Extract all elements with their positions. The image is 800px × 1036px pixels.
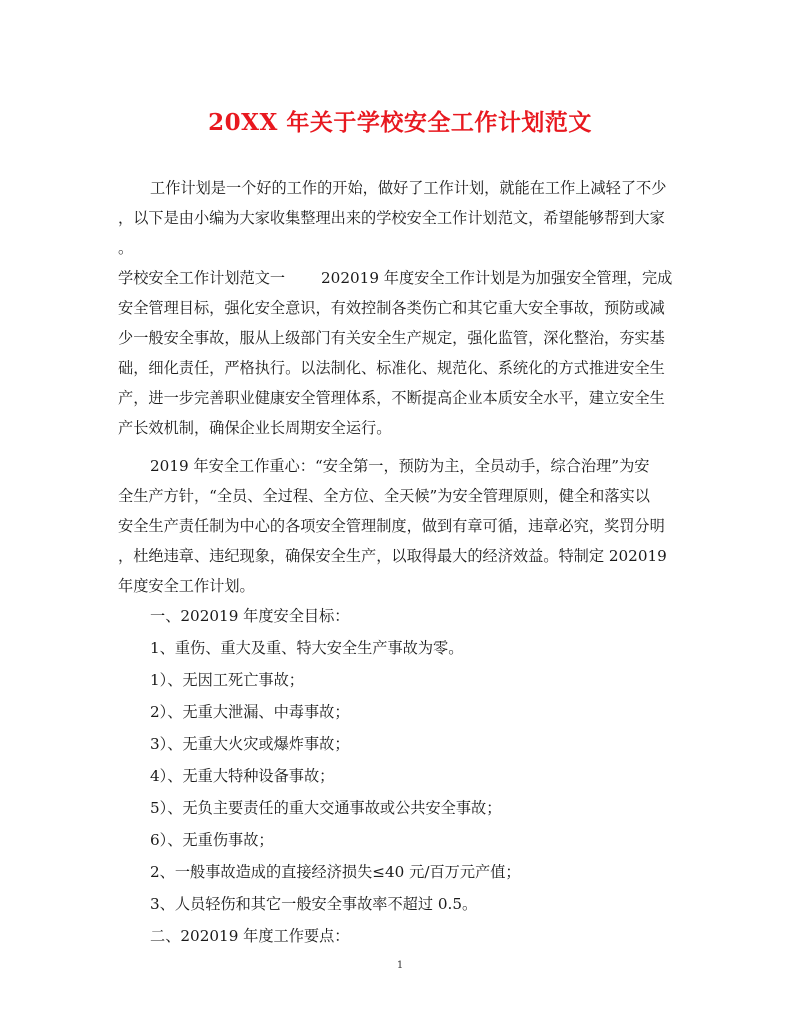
paragraph-line: 产，进一步完善职业健康安全管理体系，不断提高企业本质安全水平，建立安全生 (118, 389, 665, 407)
list-item: 2）、无重大泄漏、中毒事故； (150, 703, 350, 721)
intro-line: 。 (118, 239, 134, 257)
intro-line: 工作计划是一个好的工作的开始，做好了工作计划，就能在工作上减轻了不少 (150, 179, 667, 197)
list-item: 5）、无负主要责任的重大交通事故或公共安全事故； (150, 799, 502, 817)
section-one-first-line (118, 268, 672, 288)
paragraph-line: 全生产方针，“全员、全过程、全方位、全天候”为安全管理原则，健全和落实以 (118, 487, 650, 505)
list-item: 一、202019 年度安全目标： (150, 607, 350, 625)
paragraph-line: 安全生产责任制为中心的各项安全管理制度，做到有章可循，违章必究，奖罚分明 (118, 517, 665, 535)
list-item: 1）、无因工死亡事故； (150, 671, 304, 689)
paragraph-line: 2019 年安全工作重心：“安全第一，预防为主，全员动手，综合治理”为安 (150, 457, 650, 475)
list-item: 4）、无重大特种设备事故； (150, 767, 335, 785)
list-item: 1、重伤、重大及重、特大安全生产事故为零。 (150, 639, 464, 657)
list-item: 3、人员轻伤和其它一般安全事故率不超过 0.5。 (150, 895, 478, 913)
list-item: 3）、无重大火灾或爆炸事故； (150, 735, 350, 753)
list-item: 2、一般事故造成的直接经济损失≤40 元/百万元产值； (150, 863, 521, 881)
paragraph-line: 础，细化责任，严格执行。以法制化、标准化、规范化、系统化的方式推进安全生 (118, 359, 665, 377)
document-title: 20XX 年关于学校安全工作计划范文 (208, 109, 592, 136)
section-text: 202019 年度安全工作计划是为加强安全管理，完成 (321, 269, 673, 287)
page-number: 1 (396, 960, 404, 971)
section-label: 学校安全工作计划范文一 (118, 269, 286, 287)
paragraph-line: 年度安全工作计划。 (118, 577, 255, 595)
list-item: 二、202019 年度工作要点： (150, 927, 350, 945)
list-item: 6）、无重伤事故； (150, 831, 274, 849)
paragraph-line: 安全管理目标，强化安全意识，有效控制各类伤亡和其它重大安全事故，预防或减 (118, 299, 665, 317)
paragraph-line: 产长效机制，确保企业长周期安全运行。 (118, 419, 392, 437)
paragraph-line: 少一般安全事故，服从上级部门有关安全生产规定，强化监管，深化整治，夯实基 (118, 329, 665, 347)
intro-line: ，以下是由小编为大家收集整理出来的学校安全工作计划范文，希望能够帮到大家 (118, 209, 665, 227)
paragraph-line: ，杜绝违章、违纪现象，确保安全生产，以取得最大的经济效益。特制定 202019 (118, 547, 667, 565)
